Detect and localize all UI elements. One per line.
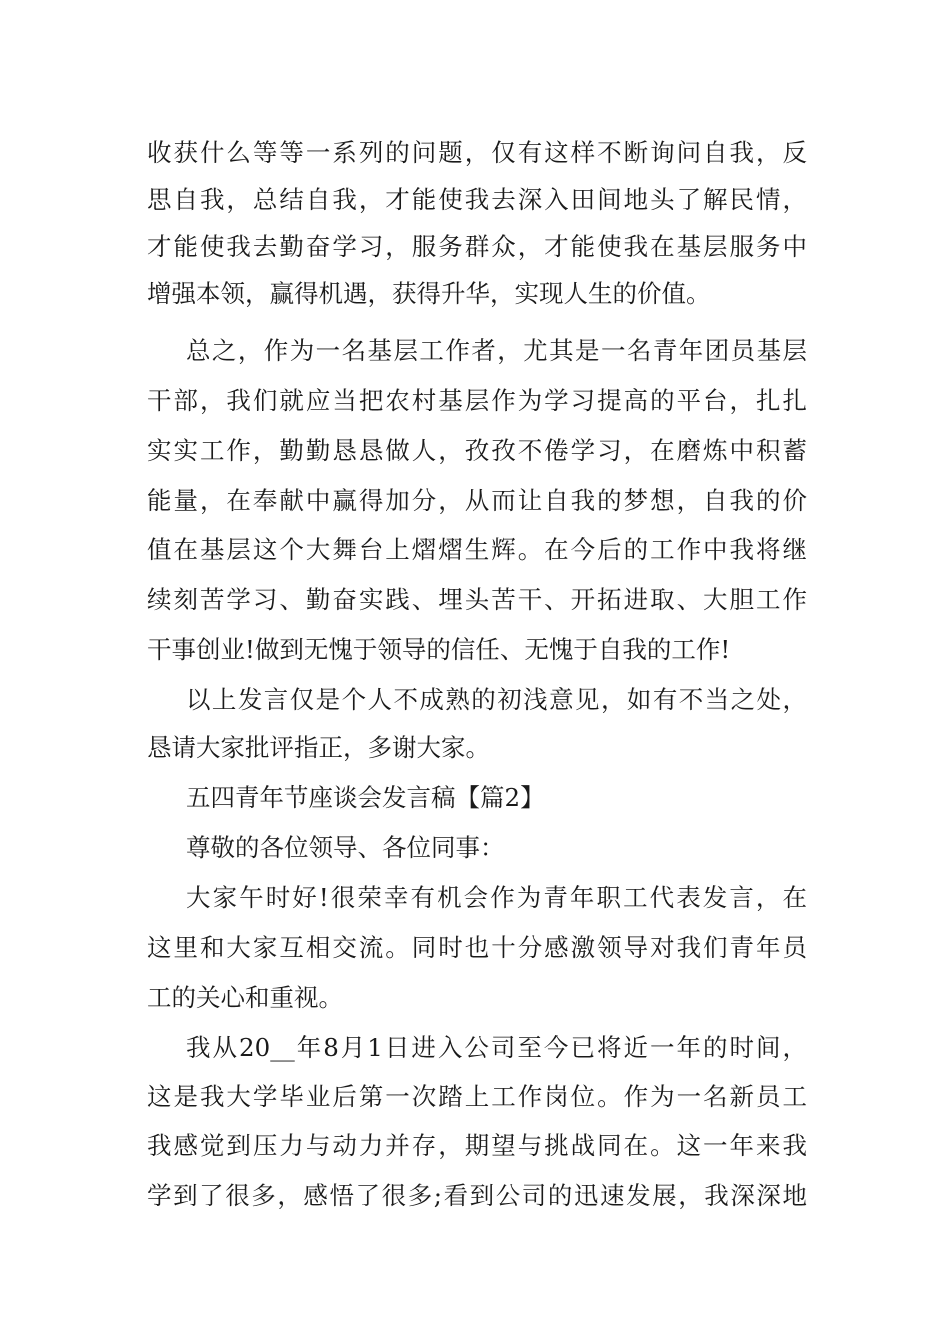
paragraph-line: 大家午时好!很荣幸有机会作为青年职工代表发言，在 [186,883,807,912]
paragraph-line: 收获什么等等一系列的问题，仅有这样不断询问自我，反 [147,138,807,167]
paragraph-line: 这里和大家互相交流。同时也十分感激领导对我们青年员 [147,933,807,962]
paragraph-line: 这是我大学毕业后第一次踏上工作岗位。作为一名新员工 [147,1082,807,1111]
paragraph-line: 能量，在奉献中赢得加分，从而让自我的梦想，自我的价 [147,486,807,515]
paragraph-line: 干部，我们就应当把农村基层作为学习提高的平台，扎扎 [147,386,807,415]
paragraph-line: 我感觉到压力与动力并存，期望与挑战同在。这一年来我 [147,1131,807,1160]
section-heading: 五四青年节座谈会发言稿【篇2】 [186,783,545,812]
paragraph-line: 值在基层这个大舞台上熠熠生辉。在今后的工作中我将继 [147,535,807,564]
paragraph-line: 恳请大家批评指正，多谢大家。 [147,733,490,762]
paragraph-line: 工的关心和重视。 [147,983,343,1012]
paragraph-line: 我从20__年8月1日进入公司至今已将近一年的时间， [186,1033,807,1062]
paragraph-line: 干事创业!做到无愧于领导的信任、无愧于自我的工作! [147,635,731,664]
paragraph-line: 思自我，总结自我，才能使我去深入田间地头了解民情， [147,185,807,214]
paragraph-line: 才能使我去勤奋学习，服务群众，才能使我在基层服务中 [147,232,807,261]
paragraph-line: 学到了很多，感悟了很多;看到公司的迅速发展，我深深地 [147,1181,807,1210]
paragraph-line: 增强本领，赢得机遇，获得升华，实现人生的价值。 [147,279,711,308]
paragraph-line: 续刻苦学习、勤奋实践、埋头苦干、开拓进取、大胆工作 [147,585,807,614]
paragraph-line: 实实工作，勤勤恳恳做人，孜孜不倦学习，在磨炼中积蓄 [147,436,807,465]
salutation: 尊敬的各位领导、各位同事： [186,833,505,862]
paragraph-line: 总之，作为一名基层工作者，尤其是一名青年团员基层 [186,336,807,365]
paragraph-line: 以上发言仅是个人不成熟的初浅意见，如有不当之处， [186,685,807,714]
